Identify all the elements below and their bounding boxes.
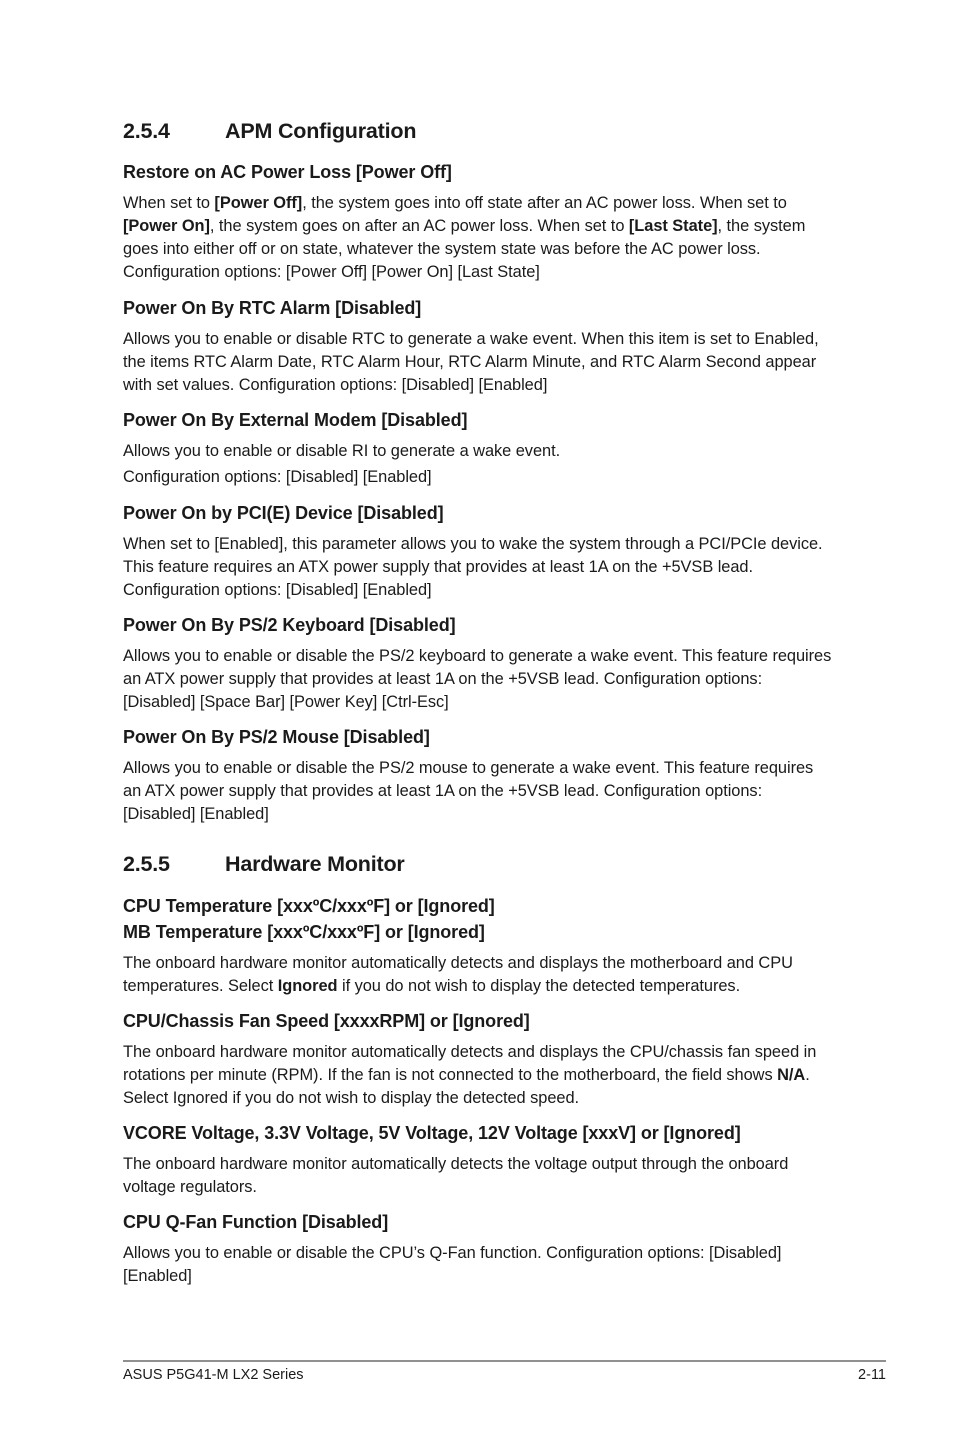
item-desc-rtc-alarm: Allows you to enable or disable RTC to generate a wake event. When this item is set to Enabled, the items RTC Alarm Date, RTC Alarm Hour, RTC Alarm Minute, and RTC Alarm Second appear with set values. Configuration options: [Disabled] [Enabled] <box>123 330 819 394</box>
item-title-voltage: VCORE Voltage, 3.3V Voltage, 5V Voltage, 12V Voltage [xxxV] or [Ignored] <box>123 1123 741 1143</box>
footer-divider <box>123 1360 886 1362</box>
item-desc-temperature: The onboard hardware monitor automatically detects and displays the motherboard and CPU temperatures. Select Ignored if you do not wish to display the detected temperatures. <box>123 954 793 995</box>
item-title-restore-ac: Restore on AC Power Loss [Power Off] <box>123 162 452 182</box>
item-title-fan-speed: CPU/Chassis Fan Speed [xxxxRPM] or [Ignored] <box>123 1011 530 1031</box>
section-number: 2.5.4 <box>123 119 170 143</box>
footer-product-name: ASUS P5G41-M LX2 Series <box>123 1367 304 1383</box>
item-desc-voltage: The onboard hardware monitor automatically detects the voltage output through the onboard voltage regulators. <box>123 1155 789 1196</box>
item-title-ext-modem: Power On By External Modem [Disabled] <box>123 410 468 430</box>
item-desc-qfan: Allows you to enable or disable the CPU’s Q-Fan function. Configuration options: [Disabled] [Enabled] <box>123 1244 782 1285</box>
item-title-rtc-alarm: Power On By RTC Alarm [Disabled] <box>123 298 422 318</box>
item-title-mb-temperature: MB Temperature [xxxºC/xxxºF] or [Ignored] <box>123 922 485 942</box>
section-heading-hardware-monitor <box>123 852 405 877</box>
item-title-pcie-device: Power On by PCI(E) Device [Disabled] <box>123 503 444 523</box>
section-title: APM Configuration <box>225 119 417 143</box>
item-title-qfan: CPU Q-Fan Function [Disabled] <box>123 1212 389 1232</box>
footer-page-number: 2-11 <box>858 1367 886 1383</box>
item-desc-fan-speed: The onboard hardware monitor automatically detects and displays the CPU/chassis fan speed in rotations per minute (RPM). If the fan is not connected to the motherboard, the field shows N/A. Select Ignored if you do not wish to display the detected speed. <box>123 1043 817 1107</box>
item-desc-ps2-keyboard: Allows you to enable or disable the PS/2 keyboard to generate a wake event. This feature requires an ATX power supply that provides at least 1A on the +5VSB lead. Configuration options: [Disabled] [Space Bar] [Power Key] [Ctrl-Esc] <box>123 647 832 711</box>
section-heading-apm <box>123 119 416 144</box>
item-title-cpu-temperature: CPU Temperature [xxxºC/xxxºF] or [Ignored] <box>123 896 495 916</box>
item-desc-restore-ac: When set to [Power Off], the system goes into off state after an AC power loss. When set to [Power On], the system goes on after an AC power loss. When set to [Last State], the system goes into either off or on state, whatever the system state was before the AC power loss. Configuration options: [Power Off] [Power On] [Last State] <box>123 194 806 281</box>
item-title-ps2-keyboard: Power On By PS/2 Keyboard [Disabled] <box>123 615 456 635</box>
section-number: 2.5.5 <box>123 852 170 876</box>
item-options-ext-modem: Configuration options: [Disabled] [Enabled] <box>123 468 432 486</box>
section-title: Hardware Monitor <box>225 852 405 876</box>
item-desc-ps2-mouse: Allows you to enable or disable the PS/2 mouse to generate a wake event. This feature requires an ATX power supply that provides at least 1A on the +5VSB lead. Configuration options: [Disabled] [Enabled] <box>123 759 814 823</box>
item-desc-ext-modem: Allows you to enable or disable RI to generate a wake event. <box>123 442 561 460</box>
item-title-ps2-mouse: Power On By PS/2 Mouse [Disabled] <box>123 727 430 747</box>
item-desc-pcie-device: When set to [Enabled], this parameter allows you to wake the system through a PCI/PCIe device. This feature requires an ATX power supply that provides at least 1A on the +5VSB lead. Configuration options: [Disabled] [Enabled] <box>123 535 823 599</box>
